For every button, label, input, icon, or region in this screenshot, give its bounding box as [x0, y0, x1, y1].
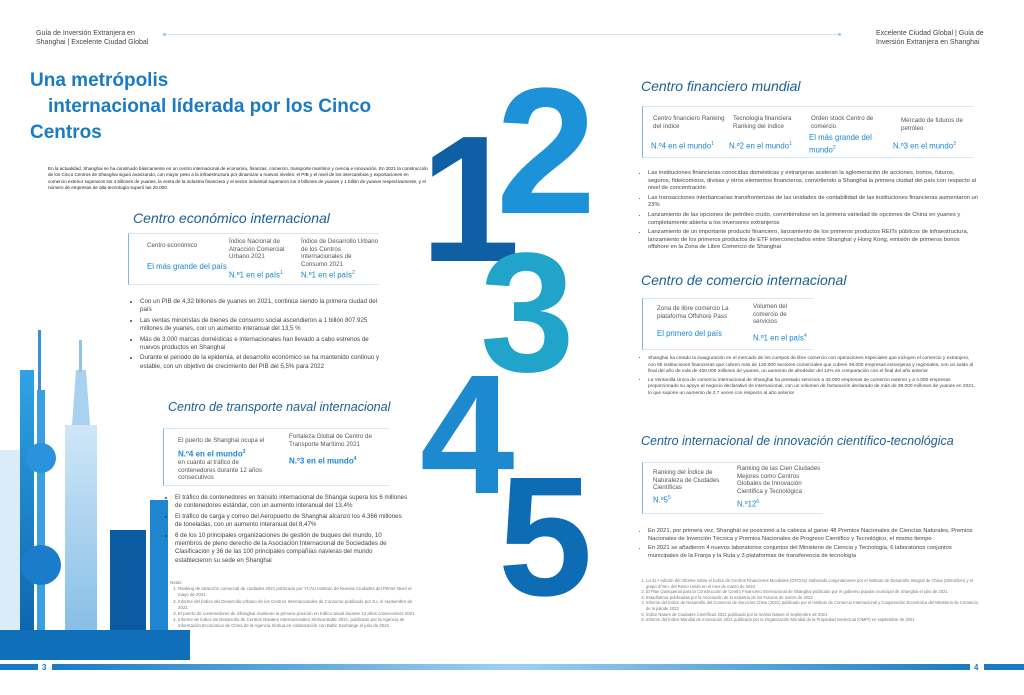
- page-number-left: 3: [42, 663, 47, 672]
- commerce-c1-label: Zona de libre comercio La plataforma Offshore Pass: [657, 305, 729, 320]
- skyline-illustration: [0, 330, 190, 660]
- title-line1: Una metrópolis: [30, 70, 169, 91]
- economic-c3-value: N.º1 en el país$^2$: [301, 270, 355, 280]
- naval-title: Centro de transporte naval internacional: [168, 400, 391, 414]
- financial-c3-value: El más grande del mundo$^2$: [809, 133, 872, 155]
- list-item: • Las transacciones interbancarias transfronterizas de las unidades de contabilidad de las instituciones financieras aumentaron un 23%: [648, 195, 978, 210]
- innovation-c2-label: Ranking de las Cien Ciudades Mejores como Centros Globales de Innovación Científica y Tecnológica: [737, 465, 821, 495]
- list-item: • Las instituciones financieras conocidas domésticas y extranjeras aceleran la aglomeración de acciones, bonos, futuros, seguros, fideicomisos, divisas y otros elementos financieros, convirtiendo a Shanghai la primera ciudad del país con respecto al nivel de concentración: [648, 170, 978, 193]
- economic-c2-label: Índice Nacional de Atracción Comercial Urbano 2021: [229, 238, 285, 261]
- list-item: • Durante el periodo de la epidemia, el desarrollo económico se ha mantenido continuo y estable, con un objetivo de crecimiento del PIB del 5,5% para 2022: [140, 354, 385, 371]
- note-item: 5. Índice Nature de Ciudades Científicas 2021 publicado por la revista Nature el septiembre de 2021: [646, 612, 978, 618]
- note-item: 3. El puerto de contenedores de Shanghai mantiene la primera posición en tráfico anual durante 12 años consecutivos 2021: [178, 611, 420, 617]
- innovation-bullets: [638, 528, 978, 562]
- page-title: [30, 68, 371, 146]
- big-number-4: 4: [420, 340, 515, 530]
- economic-bullets: [130, 298, 385, 373]
- big-number-1: 1: [420, 99, 521, 300]
- note-item: 2. El Plan Quinquenal para la Construcción de Centro Financiero Internacional de Shanghai publicado por el gobierno popular municipal de Shanghai el julio de 2021: [646, 589, 978, 595]
- financial-c2-value: N.º2 en el mundo$^1$: [729, 141, 792, 151]
- note-item: 1. Ranking de atracción comercial de ciudades 2021 publicado por YCAU Instituto de Nuevas Ciudades del Primer Nivel el mayo de 2021: [178, 586, 420, 598]
- header-right: [876, 29, 984, 47]
- header-left-line1: Guía de Inversión Extranjera en: [36, 30, 135, 37]
- list-item: • 6 de los 10 principales organizaciones de gestión de buques del mundo, 10 miembros de pleno derecho de la Asociación Internacional de Sociedades de Clasificación y 36 de las 100 principales compañías navieras del mundo establecieron su sede en Shanghai: [175, 532, 410, 566]
- footer-bar-right-b: [984, 664, 1024, 670]
- innovation-c1-value: $N.º5^5$: [653, 495, 671, 505]
- rule-dot-right: [838, 33, 841, 36]
- notes-left-heading: Notas: [170, 580, 182, 585]
- naval-stats-box: [163, 428, 389, 486]
- title-line2: internacional líderada por los Cinco: [48, 96, 372, 117]
- list-item: • Lanzamiento de un importante producto financiero, lanzamiento de los primeros productos REITs públicos de infraestructura, lanzamiento de los primeros productos de ETF interconectados entre Shanghai y Hong Kong, emisión de primeros bonos offshore en la Zona de Libre Comercio de Shanghai: [648, 229, 978, 252]
- naval-bullets: [165, 494, 410, 567]
- note-item: 4. Informe de Índice de Desarrollo de Centros Navales Internacionales Xinhua-Baltic 2021, publicado por la Agencia de Información Económica de China de la Agencia Xinhua en colaboración con Baltic Exchange el julio de 2021: [178, 617, 420, 629]
- list-item: • En 2021, por primera vez, Shanghái se posicionó a la cabeza al ganar 48 Premios Nacionales de Ciencias Naturales, Premios Nacionales de Invención Técnica y Premios Nacionales de Progreso Científico y Tecnológico, el mismo tiempo: [648, 528, 978, 543]
- naval-c1-label-b: en cuanto al tráfico de contenedores durante 12 años consecutivos: [178, 459, 262, 482]
- note-item: 2. Informe del Índice del Desarrollo Urbano de los Centros Internacionales de Consumo publicado por S.L el septiembre de 2021: [178, 599, 420, 611]
- list-item: • Lanzamiento de las opciones de petróleo crudo, convirtiéndose en la primera variedad de opciones de China en yuanes y completamente abierta a los inversores extranjeros: [648, 212, 978, 227]
- financial-c1-label: Centro financiero Ranking del índice: [653, 115, 725, 130]
- list-item: • Las ventas minoristas de bienes de consumo social ascendieron a 1 billón 807.925 millones de yuanes, con un aumento interanual del 13,5 %: [140, 317, 385, 334]
- financial-c3-label: Orden stock Centro de comercio: [811, 115, 874, 130]
- header-rule-left: [165, 34, 505, 35]
- note-item: 3. Estadísticas publicadas por la Asociación de la Industria de los Futuros de marzo de 2023: [646, 595, 978, 601]
- footer-bar-right-a: [512, 664, 970, 670]
- naval-c1-label-a: El puerto de Shanghai ocupa el: [178, 437, 265, 444]
- footer-bar-left-b: [52, 664, 512, 670]
- footer-bar-left-a: [0, 664, 38, 670]
- economic-c2-value: N.º1 en el país$^1$: [229, 270, 283, 280]
- economic-c3-label: Índice de Desarrollo Urbano de los Centros Internacionales de Consumo 2021: [301, 238, 379, 268]
- economic-c1-label: Centro económico: [147, 242, 198, 249]
- commerce-c2-value: N.º1 en el país$^4$: [753, 333, 807, 343]
- commerce-stats-box: [642, 298, 813, 350]
- list-item: • Con un PIB de 4,32 billones de yuanes en 2021, continúa siendo la primera ciudad del país: [140, 298, 385, 315]
- naval-c1-value: N.º4 en el mundo$^3$: [178, 449, 246, 459]
- list-item: • Más de 3.000 marcas domésticas e internacionales han llevado a cabo estrenos de nuevos productos en Shanghai: [140, 336, 385, 353]
- header-left: [36, 29, 148, 47]
- financial-c1-value: N.º4 en el mundo$^1$: [651, 141, 714, 151]
- notes-right: [638, 578, 978, 623]
- economic-stats-box: [128, 233, 379, 285]
- header-rule-right: [505, 34, 840, 35]
- note-item: 1. La 31.ª edición del Informe sobre el Índice de Centros Financieros Mundiales (GFCI31) elaborado conjuntamente por el Instituto de Desarrollo Integral de China (Shenzhen) y el grupo Z/Yen, del Reino Unido en el mes de marzo de 2022: [646, 578, 978, 589]
- list-item: • El tráfico de carga y correo del Aeropuerto de Shanghai alcanzó los 4.366 millones de toneladas, con un aumento interanual del 8,47%: [175, 513, 410, 530]
- rule-dot-left: [163, 33, 166, 36]
- header-left-line2: Shanghai | Excelente Ciudad Global: [36, 39, 149, 46]
- commerce-bullets: [638, 356, 978, 400]
- naval-c2-value: N.º3 en el mundo$^4$: [289, 456, 357, 466]
- financial-bullets: [638, 170, 978, 254]
- list-item: • El tráfico de contenedores en tránsito internacional de Shangai supera los 6 millones de contenedores estándar, con un aumento interanual del 13,4%: [175, 494, 410, 511]
- commerce-title: Centro de comercio internacional: [641, 272, 847, 288]
- naval-c2-label: Fortaleza Global de Centro de Transporte Marítimo 2021: [289, 433, 372, 448]
- economic-title: Centro económico internacional: [133, 210, 330, 226]
- innovation-title: Centro internacional de innovación científico-tecnológica: [641, 434, 954, 448]
- financial-c4-label: Mercado de futuros de petróleo: [901, 117, 963, 132]
- big-number-3: 3: [480, 218, 575, 408]
- page-number-right: 4: [974, 663, 979, 672]
- header-right-line1: Excelente Ciudad Global | Guía de: [876, 30, 984, 37]
- note-item: 6. Informe del Índice Mundial de Innovación 2021 publicado por la Organización Mundial de la Propiedad Intelectual (OMPI) en septiembre de 2021: [646, 617, 978, 623]
- financial-c2-label: Tecnología financiera Ranking del índice: [733, 115, 792, 130]
- big-number-2: 2: [496, 51, 597, 252]
- list-item: • La Ventanilla Única de comercio internacional de Shanghai ha prestado servicios a 43.000 empresas de comercio exterior y a 4.000 empresas proporcionado su apoyo al negocio declarativo de internacional, con un volumen de facturación declarado de más de 39.000 millones de yuanes en 2021, lo que supone un aumento de 2,7 veces con respecto al año anterior: [648, 378, 978, 398]
- innovation-c2-value: $N.º12^6$: [737, 499, 760, 509]
- list-item: • En 2021 se añadieron 4 nuevos laboratorios conjuntos del Ministerio de Ciencia y Tecnología, 6 laboratorios conjuntos municipales de la Franja y la Ruta y 3 plataformas de transferencia de tecnología: [648, 545, 978, 560]
- notes-left: [170, 580, 420, 630]
- financial-title: Centro financiero mundial: [641, 78, 801, 94]
- big-number-5: 5: [498, 442, 593, 632]
- intro-paragraph: En la actualidad, Shanghai se ha construido básicamente en un centro internacional de economía, finanzas, comercio, transporte marítimo y ciencia e innovación. En 2021 la construcción de los Cinco Centros de Shanghai siguió avanzando, con mayor peso a la infraestructura por dinamizar a nuevos niveles: el PIB y el nivel de los intercambios y exportaciones en comercio exterior superaron los 4 billones de yuanes, la venta de la industria financiera y el sector industrial superaron los 3 billones de yuanes y 1 billón de yuanes respectivamente, y el número de empresas de alta tecnología superó las 20.000.: [48, 166, 428, 190]
- economic-c1-value: El más grande del país: [147, 262, 227, 271]
- commerce-c2-label: Volumen del comercio de servicios: [753, 303, 788, 326]
- innovation-stats-box: [642, 462, 823, 514]
- list-item: • Shanghai ha creado la inauguración en el mercado de los cuerpos de libre comercio con operaciones especiales que incluyen el comercio y extranjero, con 65 instituciones financieras que cubren más de 130.000 sectores comerciales que cubren 38.000 empresas extranjeras y regionales, con un saldo al final del año de más de 400.000 millones de yuanes, un aumento de alrededor del 14% en comparación con el final del año anterior: [648, 356, 978, 376]
- financial-stats-box: [642, 106, 973, 158]
- title-line3: Centros: [30, 122, 102, 143]
- commerce-c1-value: El primero del país: [657, 329, 723, 338]
- note-item: 4. Informe del Índice de Desarrollo del Comercio de Servicios China (2021) publicado por el Instituto de Comercio Internacional y Cooperación Económica del Ministerio de Comercio de la juliode 2022: [646, 600, 978, 611]
- header-right-line2: Inversión Extranjera en Shanghai: [876, 39, 980, 46]
- financial-c4-value: N.º3 en el mundo$^3$: [893, 141, 956, 151]
- innovation-c1-label: Ranking del Índice de Naturaleza de Ciudades Científicas: [653, 469, 720, 492]
